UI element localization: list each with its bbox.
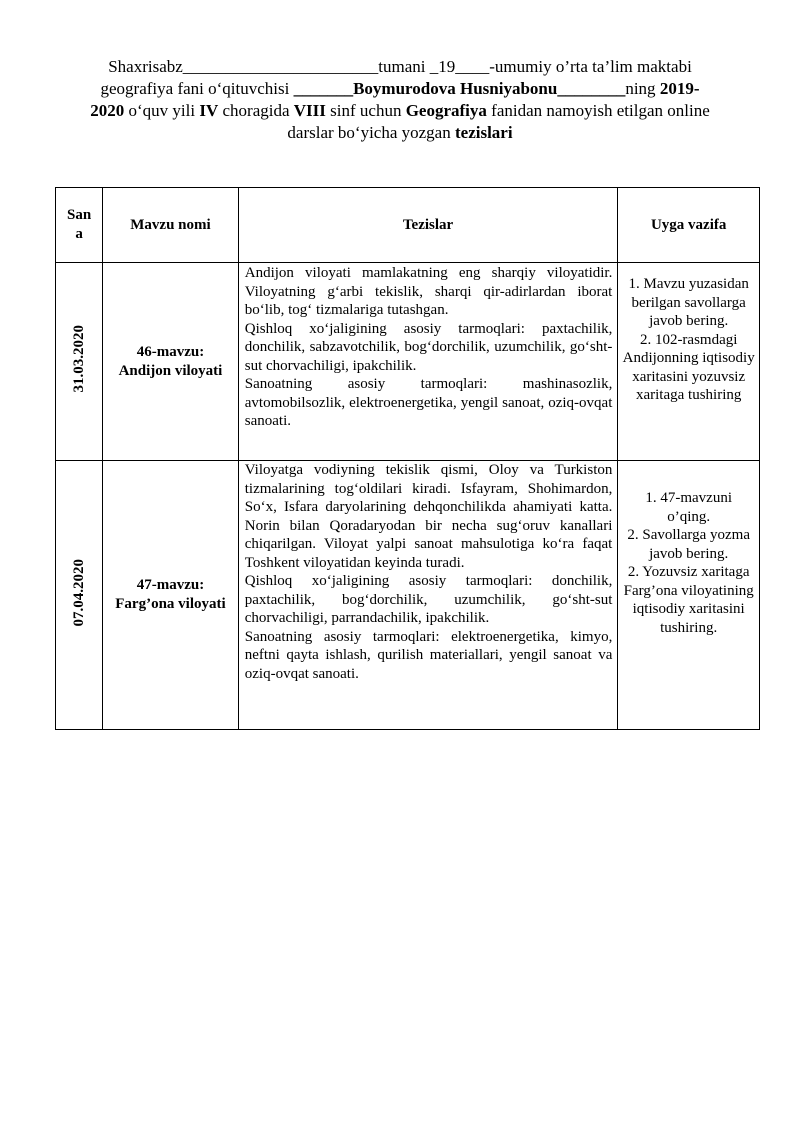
- homework-cell: [618, 263, 760, 461]
- date-cell: [56, 461, 103, 730]
- header-text-2: choragida: [218, 101, 294, 120]
- topic-cell: [103, 263, 239, 461]
- header-teacher-label: geografiya fani o‘qituvchisi: [100, 79, 294, 98]
- thesis-paragraph: Qishloq xo‘jaligining asosiy tarmoqlari: donchilik, paxtachilik, bog‘dorchilik, uzumchilik, go‘sht-sut chorvachiligi, parrandachilik, ipakchilik.: [244, 573, 613, 626]
- header-suffix: ning: [625, 79, 660, 98]
- header-text-4: fanidan namoyish etilgan online: [486, 101, 710, 120]
- thesis-paragraph: Qishloq xo‘jaligining asosiy tarmoqlari: paxtachilik, donchilik, sabzavotchilik, bog‘dorchilik, uzumchilik, go‘sht-sut chorvachiligi, ipakchilik.: [244, 320, 613, 374]
- theses-cell: [238, 263, 618, 461]
- table-header-row: [56, 188, 760, 263]
- header-line-1: [50, 56, 750, 78]
- year-end: 2020: [90, 101, 125, 120]
- homework-item: 2. Yozuvsiz xaritaga Farg’ona viloyatining iqtisodiy xaritasini tushiring.: [623, 564, 754, 636]
- thesis-paragraph: Sanoatning asosiy tarmoqlari: mashinasozlik, avtomobilsozlik, elektroenergetika, yengil sanoat, oziq-ovqat sanoati.: [244, 376, 613, 429]
- subject: Geografiya: [405, 101, 487, 120]
- date-text: 07.04.2020: [70, 558, 87, 627]
- header-line-4: [50, 122, 750, 144]
- quarter: IV: [199, 101, 219, 120]
- topic-number: 47-mavzu:: [136, 577, 205, 593]
- thesis-paragraph: Sanoatning asosiy tarmoqlari: elektroenergetika, kimyo, neftni qayta ishlash, qurilish materiallari, yengil sanoat va oziq-ovqat sanoati.: [244, 628, 613, 682]
- homework-item: 2. Savollarga yozma javob bering.: [627, 527, 750, 562]
- header-tezislar: Tezislar: [238, 188, 618, 263]
- header-sana-label: San a: [67, 207, 92, 242]
- homework-item: 2. 102-rasmdagi Andijonning iqtisodiy xaritasini yozuvsiz xaritaga tushiring: [622, 331, 755, 403]
- grade: VIII: [293, 101, 326, 120]
- date-text: 31.03.2020: [70, 325, 87, 393]
- document-header: [50, 56, 750, 144]
- theses-cell: [238, 461, 618, 730]
- topic-number: 46-mavzu:: [136, 343, 205, 360]
- topic-cell: [103, 461, 239, 730]
- thesis-paragraph: Andijon viloyati mamlakatning eng sharqiy viloyatidir. Viloyatning g‘arbi tekislik, sharqi qir-adirlardan iborat bo‘lib, tog‘ tizmalariga tutashgan.: [244, 265, 613, 318]
- theses-table: [55, 187, 760, 730]
- thesis-paragraph: Viloyatga vodiyning tekislik qismi, Oloy va Turkiston tizmalarining tog‘oldilari kiradi. Isfayram, Shohimardon, So‘x, Isfara daryolarining dehqonchilikda ahamiyati katta. Norin bilan Qoradaryodan bir necha sug‘oruv kanallari chiqarilgan. Viloyat yalpi sanoat mahsulotiga ko‘ra faqat Toshkent viloyatidan keyinda turadi.: [244, 462, 613, 571]
- homework-item: 1. 47-mavzuni o’qing.: [645, 490, 732, 525]
- homework-item: 1. Mavzu yuzasidan berilgan savollarga javob bering.: [628, 276, 749, 329]
- table-row: [56, 461, 760, 730]
- header-school: tumani _19____-umumiy o’rta ta’lim maktabi: [378, 57, 692, 76]
- header-city: Shaxrisabz: [108, 57, 183, 76]
- topic-name: Farg’ona viloyati: [115, 596, 226, 612]
- header-text-1: o‘quv yili: [124, 101, 200, 120]
- table-row: [56, 263, 760, 461]
- header-line-2: [50, 78, 750, 100]
- header-mavzu: Mavzu nomi: [103, 188, 239, 263]
- header-line-3: [50, 100, 750, 122]
- homework-cell: [618, 461, 760, 730]
- teacher-name: _______Boymurodova Husniyabonu________: [293, 79, 626, 98]
- header-uyga: Uyga vazifa: [618, 188, 760, 263]
- header-text-5: darslar bo‘yicha yozgan: [287, 123, 455, 142]
- year-start: 2019-: [659, 79, 700, 98]
- header-text-3: sinf uchun: [325, 101, 406, 120]
- header-blank: _______________________: [182, 57, 379, 76]
- header-sana: [56, 188, 103, 263]
- document-type: tezislari: [454, 123, 513, 142]
- date-cell: [56, 263, 103, 461]
- topic-name: Andijon viloyati: [118, 362, 223, 379]
